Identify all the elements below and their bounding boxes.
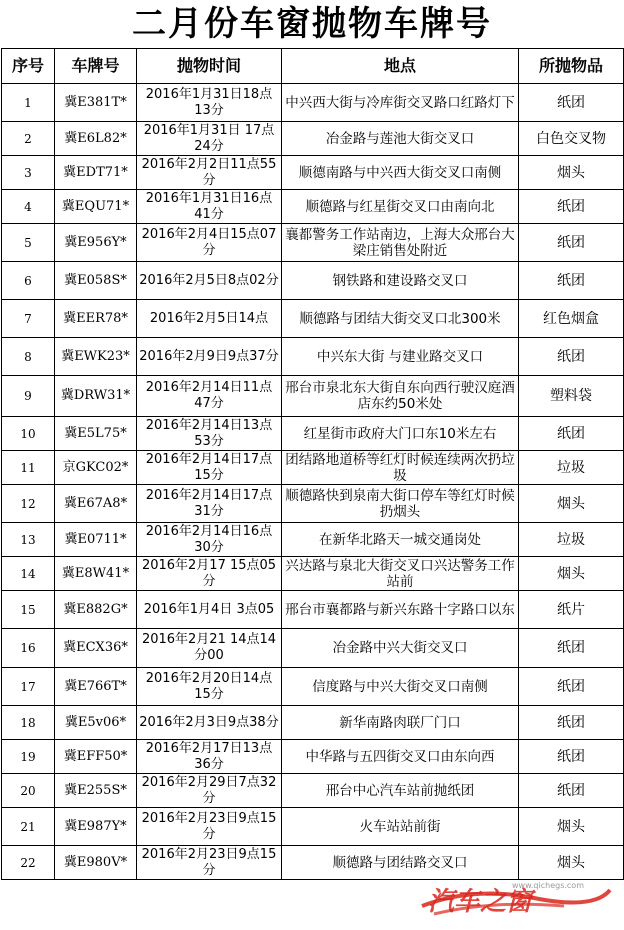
cell-time: 2016年2月14日17点31分 bbox=[137, 485, 282, 523]
header-time: 抛物时间 bbox=[137, 49, 282, 84]
cell-plate: 冀E980V* bbox=[55, 846, 137, 880]
cell-no: 4 bbox=[2, 190, 55, 224]
cell-plate: 冀EER78* bbox=[55, 300, 137, 338]
cell-no: 17 bbox=[2, 668, 55, 706]
cell-item: 纸团 bbox=[519, 740, 624, 774]
cell-no: 11 bbox=[2, 451, 55, 485]
cell-item: 纸团 bbox=[519, 706, 624, 740]
cell-time: 2016年2月14日13点53分 bbox=[137, 417, 282, 451]
table-row bbox=[2, 262, 624, 300]
cell-item: 纸团 bbox=[519, 774, 624, 808]
cell-no: 6 bbox=[2, 262, 55, 300]
cell-item: 烟头 bbox=[519, 485, 624, 523]
cell-plate: 冀DRW31* bbox=[55, 376, 137, 417]
cell-place: 红星街市政府大门口东10米左右 bbox=[282, 417, 519, 451]
cell-no: 5 bbox=[2, 224, 55, 262]
header-item: 所抛物品 bbox=[519, 49, 624, 84]
header-no: 序号 bbox=[2, 49, 55, 84]
cell-no: 8 bbox=[2, 338, 55, 376]
cell-no: 14 bbox=[2, 557, 55, 591]
cell-no: 16 bbox=[2, 629, 55, 668]
cell-time: 2016年1月31日18点13分 bbox=[137, 84, 282, 122]
cell-place: 中兴东大街 与建业路交叉口 bbox=[282, 338, 519, 376]
cell-time: 2016年2月9日9点37分 bbox=[137, 338, 282, 376]
table-row bbox=[2, 156, 624, 190]
table-row bbox=[2, 338, 624, 376]
table-row bbox=[2, 591, 624, 629]
cell-place: 新华南路肉联厂门口 bbox=[282, 706, 519, 740]
cell-no: 18 bbox=[2, 706, 55, 740]
cell-no: 9 bbox=[2, 376, 55, 417]
cell-place: 冶金路与莲池大街交叉口 bbox=[282, 122, 519, 156]
cell-no: 13 bbox=[2, 523, 55, 557]
cell-plate: 冀ECX36* bbox=[55, 629, 137, 668]
table-row bbox=[2, 808, 624, 846]
cell-place: 邢台中心汽车站前抛纸团 bbox=[282, 774, 519, 808]
cell-place: 顺德路与团结路交叉口 bbox=[282, 846, 519, 880]
cell-plate: 冀EQU71* bbox=[55, 190, 137, 224]
cell-plate: 冀E956Y* bbox=[55, 224, 137, 262]
cell-no: 22 bbox=[2, 846, 55, 880]
table-row bbox=[2, 523, 624, 557]
cell-no: 12 bbox=[2, 485, 55, 523]
cell-time: 2016年2月14日16点30分 bbox=[137, 523, 282, 557]
cell-place: 顺德路快到泉南大街口停车等红灯时候扔烟头 bbox=[282, 485, 519, 523]
cell-item: 纸团 bbox=[519, 338, 624, 376]
cell-time: 2016年2月14日17点15分 bbox=[137, 451, 282, 485]
cell-time: 2016年2月5日8点02分 bbox=[137, 262, 282, 300]
cell-place: 中华路与五四街交叉口由东向西 bbox=[282, 740, 519, 774]
cell-time: 2016年1月31日16点41分 bbox=[137, 190, 282, 224]
cell-item: 烟头 bbox=[519, 808, 624, 846]
cell-place: 顺德路与红星街交叉口由南向北 bbox=[282, 190, 519, 224]
cell-place: 钢铁路和建设路交叉口 bbox=[282, 262, 519, 300]
cell-place: 顺德路与团结大街交叉口北300米 bbox=[282, 300, 519, 338]
cell-plate: 京GKC02* bbox=[55, 451, 137, 485]
table-row bbox=[2, 557, 624, 591]
watermark-text: 汽车之窗 bbox=[428, 887, 533, 917]
cell-place: 在新华北路天一城交通岗处 bbox=[282, 523, 519, 557]
cell-time: 2016年1月4日 3点05 bbox=[137, 591, 282, 629]
cell-item: 垃圾 bbox=[519, 523, 624, 557]
cell-no: 19 bbox=[2, 740, 55, 774]
table-row bbox=[2, 485, 624, 523]
cell-place: 邢台市襄都路与新兴东路十字路口以东 bbox=[282, 591, 519, 629]
cell-time: 2016年1月31日 17点24分 bbox=[137, 122, 282, 156]
cell-place: 火车站站前街 bbox=[282, 808, 519, 846]
table-row bbox=[2, 376, 624, 417]
cell-no: 2 bbox=[2, 122, 55, 156]
cell-plate: 冀E5v06* bbox=[55, 706, 137, 740]
table-row bbox=[2, 629, 624, 668]
cell-plate: 冀E381T* bbox=[55, 84, 137, 122]
cell-no: 7 bbox=[2, 300, 55, 338]
cell-no: 20 bbox=[2, 774, 55, 808]
table-row bbox=[2, 668, 624, 706]
cell-place: 团结路地道桥等红灯时候连续两次扔垃圾 bbox=[282, 451, 519, 485]
cell-item: 塑料袋 bbox=[519, 376, 624, 417]
table-row bbox=[2, 451, 624, 485]
cell-item: 白色交叉物 bbox=[519, 122, 624, 156]
cell-item: 纸团 bbox=[519, 668, 624, 706]
table-row bbox=[2, 740, 624, 774]
cell-plate: 冀E766T* bbox=[55, 668, 137, 706]
cell-item: 纸片 bbox=[519, 591, 624, 629]
cell-item: 纸团 bbox=[519, 262, 624, 300]
table-row bbox=[2, 300, 624, 338]
cell-place: 信度路与中兴大街交叉口南侧 bbox=[282, 668, 519, 706]
cell-item: 红色烟盒 bbox=[519, 300, 624, 338]
cell-time: 2016年2月21 14点14分00 bbox=[137, 629, 282, 668]
cell-item: 纸团 bbox=[519, 629, 624, 668]
cell-time: 2016年2月4日15点07分 bbox=[137, 224, 282, 262]
cell-no: 3 bbox=[2, 156, 55, 190]
cell-plate: 冀E8W41* bbox=[55, 557, 137, 591]
cell-item: 烟头 bbox=[519, 557, 624, 591]
cell-no: 21 bbox=[2, 808, 55, 846]
cell-place: 兴达路与泉北大街交叉口兴达警务工作站前 bbox=[282, 557, 519, 591]
cell-no: 10 bbox=[2, 417, 55, 451]
cell-plate: 冀E882G* bbox=[55, 591, 137, 629]
cell-item: 纸团 bbox=[519, 224, 624, 262]
cell-plate: 冀E255S* bbox=[55, 774, 137, 808]
cell-plate: 冀E6L82* bbox=[55, 122, 137, 156]
table-header-row bbox=[2, 49, 624, 84]
table-row bbox=[2, 846, 624, 880]
cell-no: 15 bbox=[2, 591, 55, 629]
cell-item: 垃圾 bbox=[519, 451, 624, 485]
cell-plate: 冀E987Y* bbox=[55, 808, 137, 846]
cell-plate: 冀E5L75* bbox=[55, 417, 137, 451]
cell-item: 烟头 bbox=[519, 156, 624, 190]
table-row bbox=[2, 190, 624, 224]
cell-plate: 冀EDT71* bbox=[55, 156, 137, 190]
cell-time: 2016年2月3日9点38分 bbox=[137, 706, 282, 740]
cell-time: 2016年2月17 15点05分 bbox=[137, 557, 282, 591]
cell-time: 2016年2月20日14点15分 bbox=[137, 668, 282, 706]
watermark-url: www.qichegs.com bbox=[511, 881, 584, 890]
table-row bbox=[2, 417, 624, 451]
cell-time: 2016年2月14日11点47分 bbox=[137, 376, 282, 417]
cell-place: 襄都警务工作站南边，上海大众邢台大梁庄销售处附近 bbox=[282, 224, 519, 262]
table-row bbox=[2, 706, 624, 740]
cell-plate: 冀E0711* bbox=[55, 523, 137, 557]
cell-plate: 冀EWK23* bbox=[55, 338, 137, 376]
table-row bbox=[2, 122, 624, 156]
cell-no: 1 bbox=[2, 84, 55, 122]
table-row bbox=[2, 224, 624, 262]
header-place: 地点 bbox=[282, 49, 519, 84]
cell-item: 纸团 bbox=[519, 417, 624, 451]
cell-item: 纸团 bbox=[519, 190, 624, 224]
table-body bbox=[2, 84, 624, 880]
table-row bbox=[2, 774, 624, 808]
table-row bbox=[2, 84, 624, 122]
cell-place: 邢台市泉北东大街自东向西行驶汉庭酒店东约50米处 bbox=[282, 376, 519, 417]
page-title: 二月份车窗抛物车牌号 bbox=[132, 4, 492, 44]
cell-plate: 冀EFF50* bbox=[55, 740, 137, 774]
cell-place: 顺德南路与中兴西大街交叉口南侧 bbox=[282, 156, 519, 190]
header-plate: 车牌号 bbox=[55, 49, 137, 84]
cell-place: 中兴西大街与冷库街交叉路口红路灯下 bbox=[282, 84, 519, 122]
cell-item: 纸团 bbox=[519, 84, 624, 122]
cell-place: 冶金路中兴大街交叉口 bbox=[282, 629, 519, 668]
cell-time: 2016年2月17日13点36分 bbox=[137, 740, 282, 774]
cell-time: 2016年2月2日11点55分 bbox=[137, 156, 282, 190]
cell-time: 2016年2月23日9点15分 bbox=[137, 846, 282, 880]
cell-plate: 冀E058S* bbox=[55, 262, 137, 300]
cell-time: 2016年2月23日9点15分 bbox=[137, 808, 282, 846]
cell-time: 2016年2月29日7点32分 bbox=[137, 774, 282, 808]
plate-table bbox=[1, 48, 624, 880]
cell-item: 烟头 bbox=[519, 846, 624, 880]
cell-time: 2016年2月5日14点 bbox=[137, 300, 282, 338]
cell-plate: 冀E67A8* bbox=[55, 485, 137, 523]
